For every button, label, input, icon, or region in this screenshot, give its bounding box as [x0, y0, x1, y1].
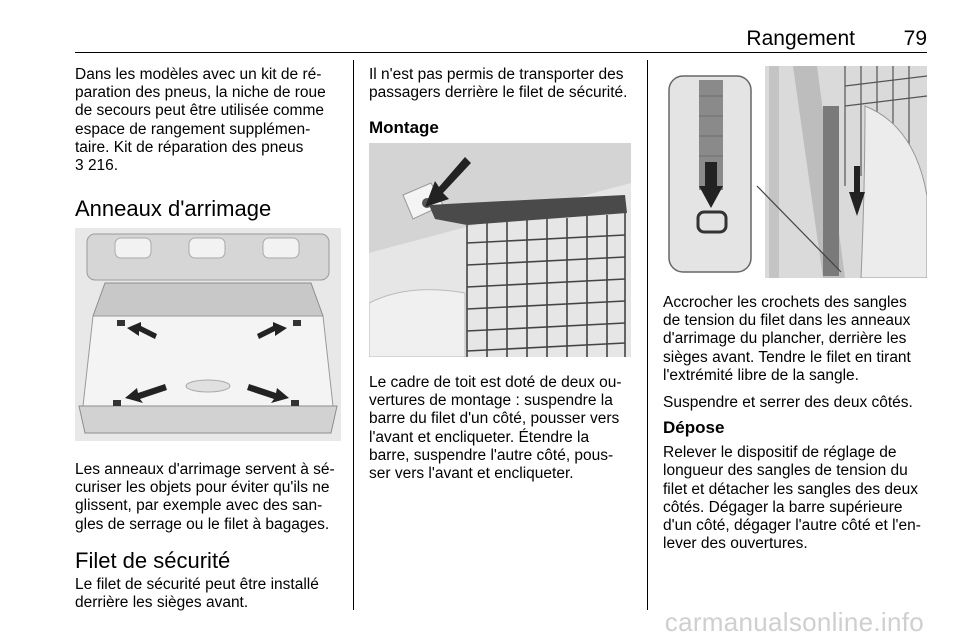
section-title: Rangement — [746, 27, 855, 50]
anneaux-paragraph: Les anneaux d'arrimage servent à sé- curiser les objets pour éviter qu'ils ne glissent, par exemple avec des san- gles de serrage ou le filet à bagages. — [75, 461, 335, 533]
net-mounting-illustration — [369, 143, 631, 357]
filet-paragraph: Le filet de sécurité peut être installé derrière les sièges avant. — [75, 576, 319, 612]
page-number: 79 — [903, 27, 927, 50]
header-rule — [75, 52, 927, 53]
boot-floor-illustration — [75, 228, 341, 441]
serrer-paragraph: Suspendre et serrer des deux côtés. — [663, 394, 913, 412]
passenger-warning: Il n'est pas permis de transporter des passagers derrière le filet de sécurité. — [369, 66, 628, 102]
site-watermark: carmanualsonline.info — [664, 607, 924, 637]
column-divider-2 — [647, 60, 648, 610]
intro-paragraph: Dans les modèles avec un kit de ré- paration des pneus, la niche de roue de secours peut être utilisée comme espace de rangement supplémen- taire. Kit de réparation des pneus — [75, 66, 326, 156]
column-divider-1 — [353, 60, 354, 610]
figure-strap-anchor — [665, 66, 927, 278]
accrocher-paragraph: Accrocher les crochets des sangles de tension du filet dans les anneaux d'arrimage du plancher, derrière les sièges avant. Tendre le filet en tirant l'extrémité libre de la sangle. — [663, 294, 911, 384]
depose-paragraph: Relever le dispositif de réglage de longueur des sangles de tension du filet et détacher les sangles des deux côtés. Dégager la barre supérieure d'un côté, dégager l'autre côté et l'en- lever des ouvertures. — [663, 444, 921, 553]
montage-paragraph: Le cadre de toit est doté de deux ou- vertures de montage : suspendre la barre du filet d'un côté, pousser vers l'avant et encliqueter. Étendre la barre, suspendre l'autre côté, pous- ser vers l'avant et encliqueter. — [369, 374, 622, 483]
column-1 — [75, 66, 347, 175]
cross-reference[interactable] — [75, 157, 347, 175]
xref-page: 216. — [87, 157, 119, 175]
page-header — [75, 26, 927, 52]
xref-icon: 3 — [75, 157, 84, 175]
column-3 — [663, 294, 927, 553]
heading-anneaux: Anneaux d'arrimage — [75, 196, 272, 221]
heading-montage: Montage — [369, 118, 439, 137]
heading-depose: Dépose — [663, 418, 725, 438]
strap-anchor-illustration — [665, 66, 927, 278]
column-2 — [369, 66, 639, 102]
column-1-lower — [75, 461, 347, 534]
heading-filet: Filet de sécurité — [75, 548, 231, 573]
figure-net-mounting — [369, 143, 631, 357]
filet-block — [75, 576, 347, 612]
column-2-lower — [369, 374, 639, 483]
figure-lashing-eyes — [75, 228, 341, 441]
